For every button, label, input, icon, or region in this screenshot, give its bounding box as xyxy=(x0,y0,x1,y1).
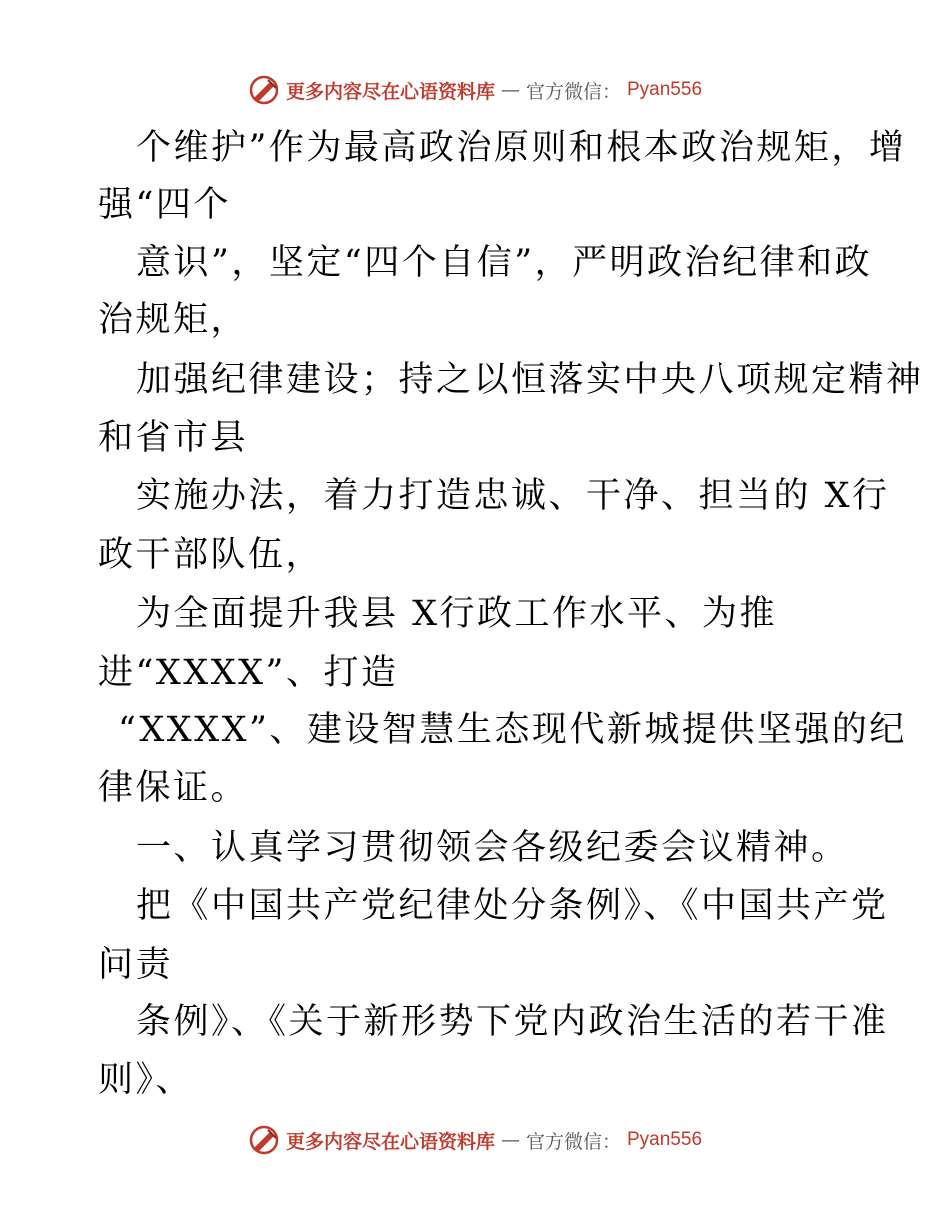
body-line: 治规矩， xyxy=(98,300,249,340)
body-line: 进“XXXX”、打造 xyxy=(98,653,399,693)
header-banner xyxy=(0,70,950,110)
body-line: “XXXX”、建设智慧生态现代新城提供坚强的纪 xyxy=(118,710,907,750)
body-line: 问责 xyxy=(98,945,174,985)
body-line: 把《中国共产党纪律处分条例》、《中国共产党 xyxy=(136,886,889,926)
body-line: 实施办法，着力打造忠诚、干净、担当的 X行 xyxy=(136,476,890,516)
body-line: 强“四个 xyxy=(98,185,231,225)
banner-contact-id: Pyan556 xyxy=(627,1129,703,1150)
body-line: 意识”，坚定“四个自信”，严明政治纪律和政 xyxy=(136,243,873,283)
footer-banner xyxy=(0,1120,950,1160)
body-line: 和省市县 xyxy=(98,418,249,458)
pen-logo-icon xyxy=(248,1124,280,1156)
banner-contact-id: Pyan556 xyxy=(627,79,703,100)
banner-site-text: 更多内容尽在心语资料库 xyxy=(285,80,495,103)
banner-dash: — xyxy=(500,1129,520,1151)
pen-logo-icon xyxy=(248,74,280,106)
body-line: 律保证。 xyxy=(98,768,249,808)
body-line: 加强纪律建设；持之以恒落实中央八项规定精神 xyxy=(136,360,924,400)
banner-site-text: 更多内容尽在心语资料库 xyxy=(285,1130,495,1153)
body-line: 条例》、《关于新形势下党内政治生活的若干准 xyxy=(136,1002,889,1042)
body-line: 则》、 xyxy=(98,1060,194,1100)
body-line: 一、认真学习贯彻领会各级纪委会议精神。 xyxy=(136,828,849,868)
banner-contact-label: 官方微信： xyxy=(525,1130,621,1153)
body-line: 政干部队伍， xyxy=(98,535,324,575)
banner-contact-label: 官方微信： xyxy=(525,80,621,103)
banner-dash: — xyxy=(500,79,520,101)
body-line: 个维护”作为最高政治原则和根本政治规矩，增 xyxy=(136,128,907,168)
body-line: 为全面提升我县 X行政工作水平、为推 xyxy=(136,594,778,634)
